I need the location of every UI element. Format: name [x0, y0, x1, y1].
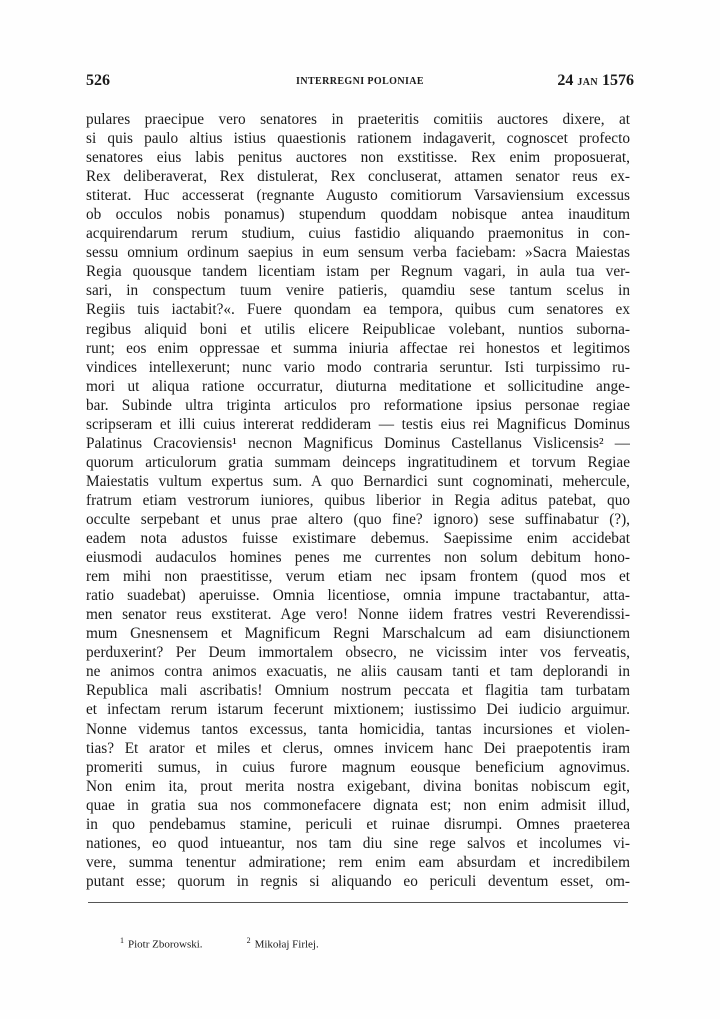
text-line: stiterat. Huc accesserat (regnante Augusto comitiorum Varsaviensium excessus — [86, 187, 630, 205]
footnote-divider — [88, 902, 628, 903]
text-line: vindices intellexerunt; nunc vario modo contraria seruntur. Isti turpissimo ru- — [86, 358, 630, 376]
text-line: Palatinus Cracoviensis¹ necnon Magnificus Dominus Castellanus Vislicensis² — — [86, 434, 630, 452]
text-line: mori ut aliqua ratione occurratur, diuturna meditatione et sollicitudine ange- — [86, 377, 630, 395]
text-line: ratio suadebat) aperuisse. Omnia licentiose, omnia impune tractabantur, atta- — [86, 587, 630, 605]
footnote-text: Mikołaj Firlej. — [254, 938, 319, 951]
text-line: quorum articulorum gratia summam deinceps ingratitudinem et torvum Regiae — [86, 453, 630, 471]
text-line: sessu omnium ordinum saepius in eum sensum verba faciebam: »Sacra Maiestas — [86, 244, 630, 262]
text-line: Republica mali ascribatis! Omnium nostrum peccata et flagitia tam turbatam — [86, 682, 630, 700]
text-line: men senator reus exstiterat. Age vero! Nonne iidem fratres vestri Reverendissi- — [86, 606, 630, 624]
text-line: sari, in conspectum tuum venire patieris, quamdiu sese tantum scelus in — [86, 282, 630, 300]
footnote — [120, 936, 203, 951]
footnotes — [120, 936, 620, 951]
text-line: Regiis tuis iactabit?«. Fuere quondam ea tempora, quibus cum senatores ex — [86, 301, 630, 319]
text-line: pulares praecipue vero senatores in praeteritis comitiis auctores dixere, at — [86, 111, 630, 128]
footnote-text: Piotr Zborowski. — [128, 938, 203, 951]
text-line: eadem nota adustos fuisse existimare debemus. Saepissime enim accidebat — [86, 530, 630, 548]
footnote-marker: 2 — [246, 936, 251, 945]
text-line: rem mihi non praestitisse, verum etiam nec ipsam frontem (quod mos et — [86, 568, 630, 586]
text-line: runt; eos enim oppressae et summa iniuria affectae rei honestos et legitimos — [86, 339, 630, 357]
text-line: ne animos contra animos exacuatis, ne aliis causam tanti et tam deplorandi in — [86, 663, 630, 681]
date-month: JAN — [577, 77, 598, 88]
page-header — [86, 72, 634, 96]
text-line: putant esse; quorum in regnis si aliquando eo periculi deventum esset, om- — [86, 872, 630, 890]
text-line: promeriti sumus, in cuius furore magnum eousque beneficium agnovimus. — [86, 758, 630, 776]
text-line: ob occulos nobis ponamus) stupendum quoddam nobisque antea inauditum — [86, 206, 630, 224]
text-line: bar. Subinde ultra triginta articulos pro reformatione ipsius personae regiae — [86, 396, 630, 414]
date-year: 1576 — [602, 72, 634, 89]
text-line: occulte serpebant et unus prae altero (quo fine? ignoro) sese suffinabatur (?), — [86, 510, 630, 528]
text-line: senatores eius labis penitus auctores non exstitisse. Rex enim proposuerat, — [86, 149, 630, 167]
text-line: Rex deliberaverat, Rex distulerat, Rex concluserat, attamen senator reus ex- — [86, 168, 630, 186]
text-line: Non enim ita, prout merita nostra exigebant, divina bonitas nobiscum egit, — [86, 777, 630, 795]
text-line: mum Gnesnensem et Magnificum Regni Marschalcum ad eam disiunctionem — [86, 625, 630, 643]
text-line: in quo pendebamus stamine, periculi et ruinae disrumpi. Omnes praeterea — [86, 815, 630, 833]
text-line: Nonne videmus tantos excessus, tanta homicidia, tantas incursiones et violen- — [86, 720, 630, 738]
text-line: eiusmodi audaculos homines penes me currentes non solum debitum hono- — [86, 549, 630, 567]
text-line: acquirendarum rerum studium, cuius fastidio aliquando praemonitus in con- — [86, 225, 630, 243]
text-line: et infectam rerum istarum fecerunt mixtionem; iustissimo Dei iudicio arguimur. — [86, 701, 630, 719]
text-line: regibus aliquid boni et utilis elicere Reipublicae volebant, nuntios suborna- — [86, 320, 630, 338]
page-number: 526 — [86, 72, 110, 89]
text-line: si quis paulo altius istius quaestionis rationem indagaverit, cognoscet profecto — [86, 130, 630, 148]
footnote-marker: 1 — [120, 936, 124, 945]
text-line: scripseram et illi cuius intererat reddideram — testis eius rei Magnificus Dominus — [86, 415, 630, 433]
footnote — [247, 936, 319, 951]
text-line: Regia quousque tandem licentiam istam per Regnum vagari, in aula tua ver- — [86, 263, 630, 281]
text-line: perduxerint? Per Deum immortalem obsecro, ne vicissim inter vos ferveatis, — [86, 644, 630, 662]
date-day: 24 — [557, 72, 574, 89]
text-line: vere, summa tenentur admiratione; rem enim eam absurdam et incredibilem — [86, 853, 630, 871]
text-line: tias? Et arator et miles et clerus, omnes invicem hanc Dei praepotentis iram — [86, 739, 630, 757]
body-text — [86, 110, 630, 891]
header-date — [557, 72, 634, 90]
text-line: nationes, eo quod intueantur, nos tam diu sine rege salvos et incolumes vi- — [86, 834, 630, 852]
text-line: quae in gratia sua nos commonefacere dignata est; non enim admisit illud, — [86, 796, 630, 814]
running-title: INTERREGNI POLONIAE — [296, 76, 424, 87]
text-line: fratrum etiam vestrorum iuniores, quibus liberior in Regia aditus patebat, quo — [86, 491, 630, 509]
text-line: Maiestatis vultum expertus sum. A quo Bernardici sunt cognominati, mehercule, — [86, 472, 630, 490]
